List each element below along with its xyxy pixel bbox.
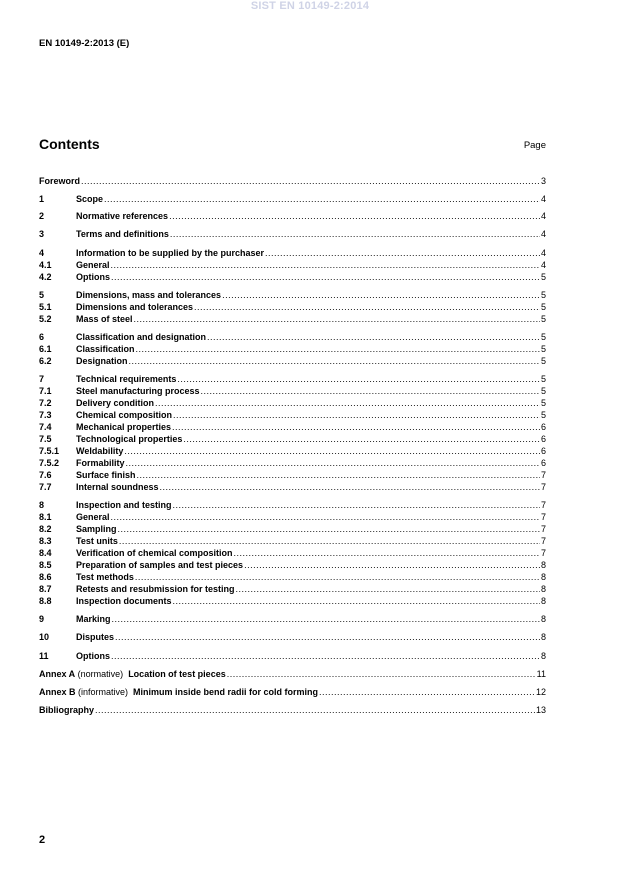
annex-title: Minimum inside bend radii for cold forming — [133, 687, 319, 697]
toc-page: 5 — [540, 302, 546, 312]
toc-entry-bibliography[interactable] — [39, 705, 546, 716]
toc-entry-retests-resubmission[interactable] — [39, 584, 546, 595]
toc-leader-dots — [265, 248, 540, 259]
toc-entry-foreword[interactable] — [39, 176, 546, 187]
toc-title: General — [76, 260, 110, 270]
toc-title: Options — [76, 272, 110, 282]
toc-number: 8.4 — [39, 548, 52, 558]
toc-title — [39, 687, 318, 698]
toc-entry-test-units[interactable] — [39, 536, 546, 547]
toc-title: Preparation of samples and test pieces — [76, 560, 244, 570]
toc-leader-dots — [319, 687, 535, 698]
toc-page: 7 — [540, 482, 546, 492]
toc-entry-scope[interactable] — [39, 194, 546, 205]
toc-title: Weldability — [76, 446, 124, 456]
toc-leader-dots — [173, 410, 540, 421]
toc-page: 4 — [540, 211, 546, 221]
toc-title: General — [76, 512, 110, 522]
toc-page: 5 — [540, 272, 546, 282]
toc-entry-terms-and-definitions[interactable] — [39, 229, 546, 240]
toc-number: 8.3 — [39, 536, 52, 546]
toc-leader-dots — [104, 194, 540, 205]
toc-page: 11 — [536, 669, 546, 679]
toc-page: 13 — [535, 705, 546, 715]
toc-number: 8.6 — [39, 572, 52, 582]
toc-title: Foreword — [39, 176, 81, 186]
toc-number: 5.2 — [39, 314, 52, 324]
toc-page: 6 — [540, 458, 546, 468]
toc-page: 8 — [540, 651, 546, 661]
annex-label: Annex B — [39, 687, 76, 697]
toc-leader-dots — [170, 229, 540, 240]
toc-title: Scope — [76, 194, 104, 204]
toc-title: Sampling — [76, 524, 117, 534]
toc-leader-dots — [111, 272, 540, 283]
toc-number: 7.7 — [39, 482, 52, 492]
toc-entry-normative-references[interactable] — [39, 211, 546, 222]
toc-page: 5 — [540, 344, 546, 354]
toc-number: 3 — [39, 229, 45, 239]
toc-leader-dots — [244, 560, 540, 571]
toc-title: Bibliography — [39, 705, 95, 715]
toc-leader-dots — [136, 344, 540, 355]
toc-title: Normative references — [76, 211, 169, 221]
toc-title: Dimensions, mass and tolerances — [76, 290, 222, 300]
toc-page: 6 — [540, 434, 546, 444]
toc-number: 4.1 — [39, 260, 52, 270]
toc-number: 1 — [39, 194, 45, 204]
toc-number: 6 — [39, 332, 45, 342]
toc-title: Internal soundness — [76, 482, 159, 492]
toc-page: 8 — [540, 572, 546, 582]
toc-title: Formability — [76, 458, 125, 468]
toc-page: 8 — [540, 560, 546, 570]
toc-entry-marking[interactable] — [39, 614, 546, 625]
toc-leader-dots — [111, 512, 540, 523]
toc-number: 8.5 — [39, 560, 52, 570]
toc-title: Options — [76, 651, 110, 661]
toc-number: 7.5 — [39, 434, 52, 444]
toc-number: 2 — [39, 211, 45, 221]
toc-page: 5 — [540, 410, 546, 420]
toc-number: 11 — [39, 651, 49, 661]
toc-entry-verification-chemical-composition[interactable] — [39, 548, 546, 559]
toc-leader-dots — [134, 314, 540, 325]
toc-entry-disputes[interactable] — [39, 632, 546, 643]
annex-type: (normative) — [75, 669, 129, 679]
toc-entry-delivery-condition[interactable] — [39, 398, 546, 409]
toc-leader-dots — [177, 374, 540, 385]
toc-entry-inspection-documents[interactable] — [39, 596, 546, 607]
toc-leader-dots — [222, 290, 540, 301]
toc-page: 4 — [540, 194, 546, 204]
toc-page: 3 — [540, 176, 546, 186]
toc-title: Technical requirements — [76, 374, 177, 384]
toc-leader-dots — [173, 596, 540, 607]
toc-leader-dots — [201, 386, 540, 397]
toc-entry-designation[interactable] — [39, 356, 546, 367]
toc-leader-dots — [129, 356, 540, 367]
toc-page: 5 — [540, 398, 546, 408]
toc-entry-technical-requirements[interactable] — [39, 374, 546, 385]
document-id: EN 10149-2:2013 (E) — [39, 38, 130, 49]
toc-number: 7.1 — [39, 386, 52, 396]
toc-page: 8 — [540, 596, 546, 606]
toc-leader-dots — [236, 584, 540, 595]
page-column-heading: Page — [523, 140, 546, 151]
toc-entry-annex-b[interactable] — [39, 687, 546, 698]
toc-page: 7 — [540, 524, 546, 534]
toc-leader-dots — [135, 572, 540, 583]
toc-page: 5 — [540, 290, 546, 300]
toc-leader-dots — [169, 211, 540, 222]
toc-leader-dots — [126, 458, 540, 469]
toc-entry-technological-properties[interactable] — [39, 434, 546, 445]
toc-leader-dots — [124, 446, 540, 457]
toc-number: 10 — [39, 632, 50, 642]
toc-entry-options-11[interactable] — [39, 651, 546, 662]
toc-number: 8.7 — [39, 584, 52, 594]
toc-title: Test methods — [76, 572, 134, 582]
toc-entry-formability[interactable] — [39, 458, 546, 469]
toc-title: Designation — [76, 356, 128, 366]
toc-entry-classification[interactable] — [39, 344, 546, 355]
toc-number: 7.4 — [39, 422, 52, 432]
toc-title: Chemical composition — [76, 410, 173, 420]
footer-page-number: 2 — [39, 834, 46, 846]
toc-leader-dots — [194, 302, 540, 313]
toc-page: 12 — [535, 687, 546, 697]
toc-leader-dots — [95, 705, 535, 716]
toc-entry-general-4-1[interactable] — [39, 260, 546, 271]
toc-title: Mass of steel — [76, 314, 133, 324]
toc-leader-dots — [172, 422, 540, 433]
toc-title: Inspection and testing — [76, 500, 172, 510]
toc-number: 8 — [39, 500, 45, 510]
toc-page: 6 — [540, 446, 546, 456]
toc-number: 7 — [39, 374, 45, 384]
toc-page: 7 — [540, 500, 546, 510]
toc-number: 7.5.2 — [39, 458, 60, 468]
toc-title: Retests and resubmission for testing — [76, 584, 235, 594]
toc-title: Classification and designation — [76, 332, 207, 342]
toc-number: 5.1 — [39, 302, 52, 312]
toc-number: 7.3 — [39, 410, 52, 420]
toc-number: 7.6 — [39, 470, 52, 480]
toc-entry-steel-manufacturing-process[interactable] — [39, 386, 546, 397]
toc-page: 5 — [540, 386, 546, 396]
annex-type: (informative) — [75, 687, 134, 697]
toc-leader-dots — [81, 176, 540, 187]
toc-entry-sampling[interactable] — [39, 524, 546, 535]
toc-leader-dots — [112, 614, 540, 625]
watermark: SIST EN 10149-2:2014 — [250, 0, 370, 12]
toc-title: Test units — [76, 536, 118, 546]
toc-leader-dots — [118, 524, 540, 535]
toc-leader-dots — [115, 632, 540, 643]
toc-title — [39, 669, 226, 680]
toc-title: Inspection documents — [76, 596, 172, 606]
toc-title: Terms and definitions — [76, 229, 169, 239]
toc-entry-surface-finish[interactable] — [39, 470, 546, 481]
toc-entry-general-8-1[interactable] — [39, 512, 546, 523]
toc-title: Disputes — [76, 632, 115, 642]
toc-entry-internal-soundness[interactable] — [39, 482, 546, 493]
toc-leader-dots — [207, 332, 540, 343]
toc-number: 8.2 — [39, 524, 52, 534]
toc-page: 7 — [540, 536, 546, 546]
toc-entry-preparation-samples[interactable] — [39, 560, 546, 571]
toc-page: 5 — [540, 374, 546, 384]
contents-title: Contents — [39, 136, 100, 152]
toc-entry-dimensions-mass-tolerances[interactable] — [39, 290, 546, 301]
toc-leader-dots — [160, 482, 540, 493]
toc-page: 4 — [540, 248, 546, 258]
annex-label: Annex A — [39, 669, 76, 679]
toc-title: Classification — [76, 344, 135, 354]
toc-entry-classification-designation[interactable] — [39, 332, 546, 343]
toc-page: 8 — [540, 614, 546, 624]
toc-page: 8 — [540, 584, 546, 594]
toc-entry-chemical-composition[interactable] — [39, 410, 546, 421]
toc-page: 7 — [540, 512, 546, 522]
toc-title: Verification of chemical composition — [76, 548, 233, 558]
toc-leader-dots — [111, 260, 540, 271]
toc-page: 5 — [540, 314, 546, 324]
toc-number: 7.2 — [39, 398, 52, 408]
toc-title: Marking — [76, 614, 111, 624]
toc-entry-test-methods[interactable] — [39, 572, 546, 583]
toc-entry-inspection-and-testing[interactable] — [39, 500, 546, 511]
toc-number: 4.2 — [39, 272, 52, 282]
toc-number: 9 — [39, 614, 45, 624]
toc-number: 6.1 — [39, 344, 52, 354]
toc-entry-options-4-2[interactable] — [39, 272, 546, 283]
toc-page: 6 — [540, 422, 546, 432]
toc-leader-dots — [183, 434, 540, 445]
toc-leader-dots — [227, 669, 536, 680]
annex-title: Location of test pieces — [128, 669, 226, 679]
toc-page: 5 — [540, 356, 546, 366]
toc-entry-annex-a[interactable] — [39, 669, 546, 680]
toc-number: 6.2 — [39, 356, 52, 366]
toc-page: 7 — [540, 548, 546, 558]
toc-entry-mechanical-properties[interactable] — [39, 422, 546, 433]
toc-leader-dots — [155, 398, 540, 409]
toc-number: 8.1 — [39, 512, 52, 522]
toc-entry-dimensions-tolerances[interactable] — [39, 302, 546, 313]
toc-title: Information to be supplied by the purchaser — [76, 248, 265, 258]
toc-leader-dots — [111, 651, 540, 662]
toc-entry-mass-of-steel[interactable] — [39, 314, 546, 325]
toc-leader-dots — [119, 536, 540, 547]
toc-page: 4 — [540, 260, 546, 270]
toc-number: 8.8 — [39, 596, 52, 606]
toc-title: Steel manufacturing process — [76, 386, 200, 396]
toc-title: Mechanical properties — [76, 422, 172, 432]
toc-entry-weldability[interactable] — [39, 446, 546, 457]
toc-title: Dimensions and tolerances — [76, 302, 194, 312]
toc-leader-dots — [234, 548, 540, 559]
toc-title: Delivery condition — [76, 398, 155, 408]
toc-page: 4 — [540, 229, 546, 239]
toc-leader-dots — [137, 470, 540, 481]
toc-number: 5 — [39, 290, 45, 300]
toc-title: Surface finish — [76, 470, 136, 480]
toc-entry-information-supplied[interactable] — [39, 248, 546, 259]
toc-title: Technological properties — [76, 434, 183, 444]
toc-leader-dots — [173, 500, 540, 511]
toc-page: 8 — [540, 632, 546, 642]
toc-number: 7.5.1 — [39, 446, 60, 456]
toc-page: 5 — [540, 332, 546, 342]
toc-number: 4 — [39, 248, 45, 258]
toc-page: 7 — [540, 470, 546, 480]
